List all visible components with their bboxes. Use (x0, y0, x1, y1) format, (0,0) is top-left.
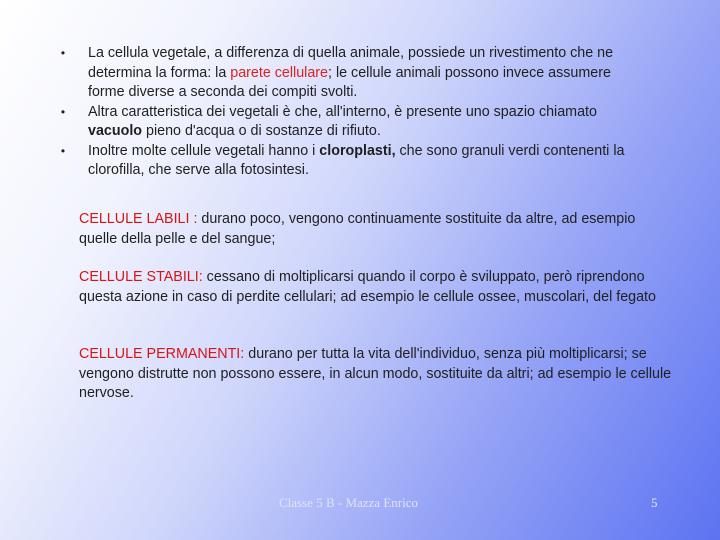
bullet-item-cloroplasti (0, 142, 648, 181)
paragraph-cellule-stabili (79, 268, 674, 307)
highlight-term: parete cellulare (230, 64, 329, 81)
page-number: 5 (651, 495, 658, 510)
bullet-icon: • (60, 143, 66, 158)
paragraph-cellule-labili (79, 210, 674, 249)
paragraph-heading: CELLULE STABILI: (79, 269, 203, 285)
bullet-text: ; le cellule animali possono invece assumere forme diverse a seconda dei compiti svolti. (88, 64, 611, 100)
paragraph-body: cessano di moltiplicarsi quando il corpo è sviluppato, però riprendono questa azione in caso di perdite cellulari; ad esempio le cellule ossee, muscolari, del fegato (79, 269, 656, 305)
bullet-list (0, 44, 720, 181)
bullet-text: Altra caratteristica dei vegetali è che, all'interno, è presente uno spazio chiamato (88, 103, 597, 120)
highlight-term: cloroplasti, (319, 142, 396, 159)
paragraph-body: durano poco, vengono continuamente sostituite da altre, ad esempio quelle della pelle e del sangue; (79, 211, 636, 247)
paragraph-body: durano per tutta la vita dell'individuo, senza più moltiplicarsi; se vengono distrutte non possono essere, in alcun modo, sostituite da altri; ad esempio le cellule nervose. (79, 346, 672, 401)
paragraph-cellule-permanenti (79, 345, 674, 404)
bullet-icon: • (60, 46, 66, 60)
bullet-text: pieno d'acqua o di sostanze di rifiuto. (142, 123, 381, 139)
bullet-text: che sono granuli verdi contenenti la clorofilla, che serve alla fotosintesi. (88, 142, 625, 178)
bullet-icon: • (60, 104, 66, 119)
footer-text: Classe 5 B - Mazza Enrico (279, 495, 418, 510)
bullet-text: La cellula vegetale, a differenza di quella animale, possiede un rivestimento che ne determina la forma: la (88, 45, 614, 81)
paragraph-heading: CELLULE PERMANENTI: (79, 346, 245, 362)
bullet-item-vacuolo (0, 103, 648, 142)
bullet-text: Inoltre molte cellule vegetali hanno i (88, 142, 320, 159)
paragraph-heading: CELLULE LABILI : (79, 211, 198, 227)
bullet-item-parete (0, 44, 648, 103)
highlight-term: vacuolo (88, 123, 143, 139)
